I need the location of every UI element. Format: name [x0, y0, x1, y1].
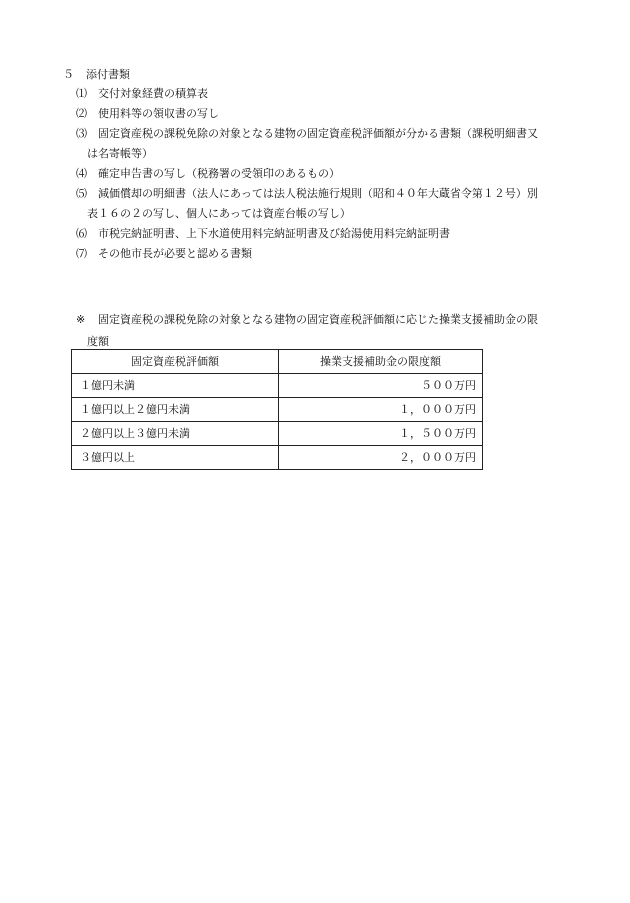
limit-amount-cell: １，０００万円	[279, 398, 483, 422]
valuation-range-cell: ３億円以上	[72, 446, 279, 470]
list-item-number: ⑺	[76, 247, 87, 260]
valuation-range-cell: １億円以上２億円未満	[72, 398, 279, 422]
list-item-number: ⑶	[76, 127, 87, 140]
list-item-text: 減価償却の明細書（法人にあっては法人税法施行規則（昭和４０年大蔵省令第１２号）別	[98, 187, 538, 200]
note-continuation: 度額	[87, 335, 109, 348]
list-item-continuation: 表１６の２の写し、個人にあっては資産台帳の写し）	[87, 207, 351, 220]
list-item	[76, 247, 252, 261]
valuation-range-cell: １億円未満	[72, 374, 279, 398]
list-item-text: 確定申告書の写し（税務署の受領印のあるもの）	[98, 167, 340, 180]
list-item-number: ⑷	[76, 167, 87, 180]
list-item	[76, 87, 208, 101]
reference-mark: ※	[76, 313, 86, 326]
list-item-number: ⑴	[76, 87, 87, 100]
note-text: 固定資産税の課税免除の対象となる建物の固定資産税評価額に応じた操業支援補助金の限	[98, 313, 538, 326]
subsidy-limit-table	[71, 349, 483, 470]
column-header-valuation: 固定資産税評価額	[72, 350, 279, 374]
table-row	[72, 422, 483, 446]
section-title: 添付書類	[86, 68, 130, 81]
valuation-range-cell: ２億円以上３億円未満	[72, 422, 279, 446]
section-heading	[63, 68, 130, 82]
list-item-text: その他市長が必要と認める書類	[98, 247, 252, 260]
table-row	[72, 398, 483, 422]
list-item-text: 市税完納証明書、上下水道使用料完納証明書及び給湯使用料完納証明書	[98, 227, 450, 240]
limit-amount-cell: １，５００万円	[279, 422, 483, 446]
list-item	[76, 187, 538, 201]
limit-amount-cell: ５００万円	[279, 374, 483, 398]
section-number: ５	[63, 68, 74, 81]
list-item-number: ⑸	[76, 187, 87, 200]
list-item-text: 固定資産税の課税免除の対象となる建物の固定資産税評価額が分かる書類（課税明細書又	[98, 127, 538, 140]
list-item-text: 使用料等の領収書の写し	[98, 107, 219, 120]
table-header-row	[72, 350, 483, 374]
list-item-number: ⑹	[76, 227, 87, 240]
table-row	[72, 374, 483, 398]
list-item	[76, 227, 450, 241]
table-row	[72, 446, 483, 470]
list-item	[76, 107, 219, 121]
list-item-text: 交付対象経費の積算表	[98, 87, 208, 100]
column-header-limit: 操業支援補助金の限度額	[279, 350, 483, 374]
limit-amount-cell: ２，０００万円	[279, 446, 483, 470]
list-item	[76, 127, 538, 141]
list-item	[76, 167, 340, 181]
list-item-continuation: は名寄帳等）	[87, 147, 153, 160]
note	[76, 313, 538, 327]
list-item-number: ⑵	[76, 107, 87, 120]
